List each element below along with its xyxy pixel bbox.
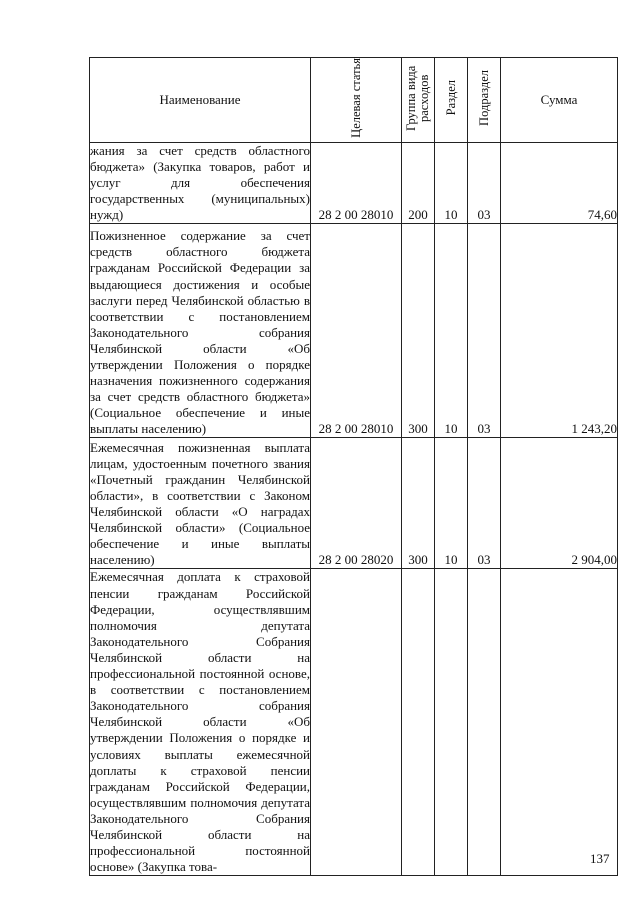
table-row bbox=[90, 224, 618, 438]
row-target: 28 2 00 28010 bbox=[311, 143, 402, 224]
row-section: 10 bbox=[435, 438, 468, 569]
row-target: 28 2 00 28010 bbox=[311, 224, 402, 438]
row-section: 10 bbox=[435, 143, 468, 224]
row-sum: 2 904,00 bbox=[501, 438, 618, 569]
budget-table bbox=[89, 57, 618, 876]
row-subsection bbox=[468, 569, 501, 876]
row-target bbox=[311, 569, 402, 876]
row-target: 28 2 00 28020 bbox=[311, 438, 402, 569]
header-target: Целевая статья bbox=[311, 58, 402, 143]
row-subsection: 03 bbox=[468, 438, 501, 569]
row-subsection: 03 bbox=[468, 143, 501, 224]
row-section: 10 bbox=[435, 224, 468, 438]
header-subsection: Подраздел bbox=[468, 58, 501, 143]
header-row bbox=[90, 58, 618, 143]
table-row bbox=[90, 143, 618, 224]
row-group bbox=[402, 569, 435, 876]
header-group: Группа вида расходов bbox=[402, 58, 435, 143]
row-sum: 1 243,20 bbox=[501, 224, 618, 438]
row-sum bbox=[501, 569, 618, 876]
header-section: Раздел bbox=[435, 58, 468, 143]
row-group: 200 bbox=[402, 143, 435, 224]
page-number: 137 bbox=[590, 851, 610, 866]
row-name: жания за счет средств областного бюджета» (Закупка товаров, работ и услуг для обеспечения государственных (муниципальных) нужд) bbox=[90, 143, 310, 223]
row-group: 300 bbox=[402, 224, 435, 438]
row-section bbox=[435, 569, 468, 876]
row-sum: 74,60 bbox=[501, 143, 618, 224]
header-name: Наименование bbox=[90, 58, 311, 143]
table-row bbox=[90, 569, 618, 876]
row-subsection: 03 bbox=[468, 224, 501, 438]
table-row bbox=[90, 438, 618, 569]
row-name: Пожизненное содержание за счет средств областного бюджета гражданам Российской Федерации за выдающиеся достижения и особые заслуги перед Челябинской областью в соответствии с постановлением Законодательного собрания Челябинской области «Об утверждении Положения о порядке назначения пожизненного содержания за счет средств областного бюджета» (Социальное обеспечение и иные выплаты населению) bbox=[90, 224, 311, 438]
row-name: Ежемесячная пожизненная выплата лицам, удостоенным почетного звания «Почетный гражданин Челябинской области», в соответствии с Законом Челябинской области «О наградах Челябинской области» (Социальное обеспечение и иные выплаты населению) bbox=[90, 439, 310, 568]
header-sum: Сумма bbox=[501, 58, 618, 143]
row-group: 300 bbox=[402, 438, 435, 569]
row-name: Ежемесячная доплата к страховой пенсии гражданам Российской Федерации, осуществлявшим полномочия депутата Законодательного Собрания Челябинской области на профессиональной постоянной основе, в соответствии с постановлением Законодательного собрания Челябинской области «Об утверждении Положения о порядке и условиях выплаты ежемесячной доплаты к страховой пенсии гражданам Российской Федерации, осуществлявшим полномочия депутата Законодательного Собрания Челябинской области на профессиональной постоянной основе» (Закупка това- bbox=[90, 569, 310, 875]
